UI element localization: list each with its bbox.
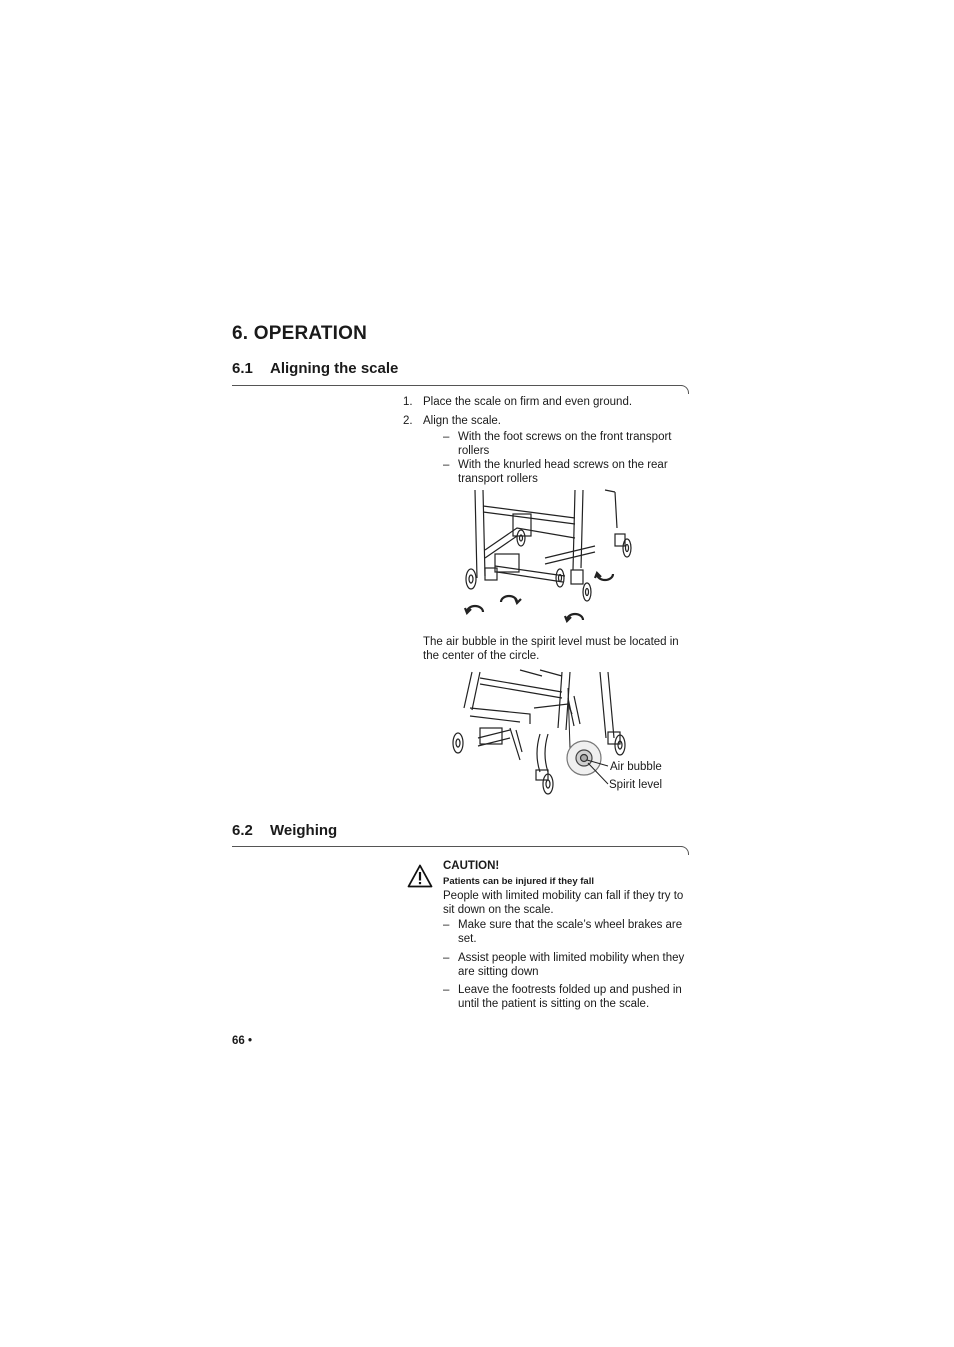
rotate-arrow-icon <box>501 596 521 603</box>
caution-item: – Leave the footrests folded up and pushed in until the patient is sitting on the scale. <box>443 984 682 1010</box>
section-number: 6.1 <box>232 360 253 377</box>
chapter-title: 6. OPERATION <box>232 323 368 344</box>
caution-item: – Make sure that the scale’s wheel brakes are set. <box>443 919 683 945</box>
note-text: The air bubble in the spirit level must be located in the center of the circle. <box>423 636 679 662</box>
caution-subtitle: Patients can be injured if they fall <box>443 876 594 887</box>
section-heading-6-2 <box>232 822 337 839</box>
caution-title: CAUTION! <box>443 860 500 872</box>
list-item: 2. Align the scale. <box>403 415 501 427</box>
caution-item: – Assist people with limited mobility when they are sitting down <box>443 952 685 978</box>
figure-scale-rollers <box>455 488 640 630</box>
rotate-arrow-icon <box>465 606 483 613</box>
list-item: 1. Place the scale on firm and even ground. <box>403 396 633 408</box>
section-rule <box>232 846 682 847</box>
rotate-arrow-icon <box>565 614 583 621</box>
section-title: Aligning the scale <box>270 360 399 377</box>
sub-list-item: – With the knurled head screws on the rear transport rollers <box>443 459 668 485</box>
air-bubble-icon <box>581 755 588 762</box>
rotate-arrow-icon <box>595 573 613 580</box>
section-rule-hook <box>680 385 689 394</box>
section-heading-6-1 <box>232 360 398 377</box>
sub-list-item: – With the foot screws on the front transport rollers <box>443 431 672 457</box>
section-title: Weighing <box>270 822 338 839</box>
section-number: 6.2 <box>232 822 253 839</box>
caution-text: People with limited mobility can fall if they try to sit down on the scale. <box>443 890 684 916</box>
label-spirit-level: Spirit level <box>609 779 663 791</box>
page-number: 66 • <box>232 1035 253 1047</box>
roller-front-left <box>466 569 476 589</box>
label-air-bubble: Air bubble <box>610 761 662 773</box>
section-rule-hook <box>680 846 689 855</box>
section-rule <box>232 385 682 386</box>
warning-triangle-icon <box>407 864 433 888</box>
